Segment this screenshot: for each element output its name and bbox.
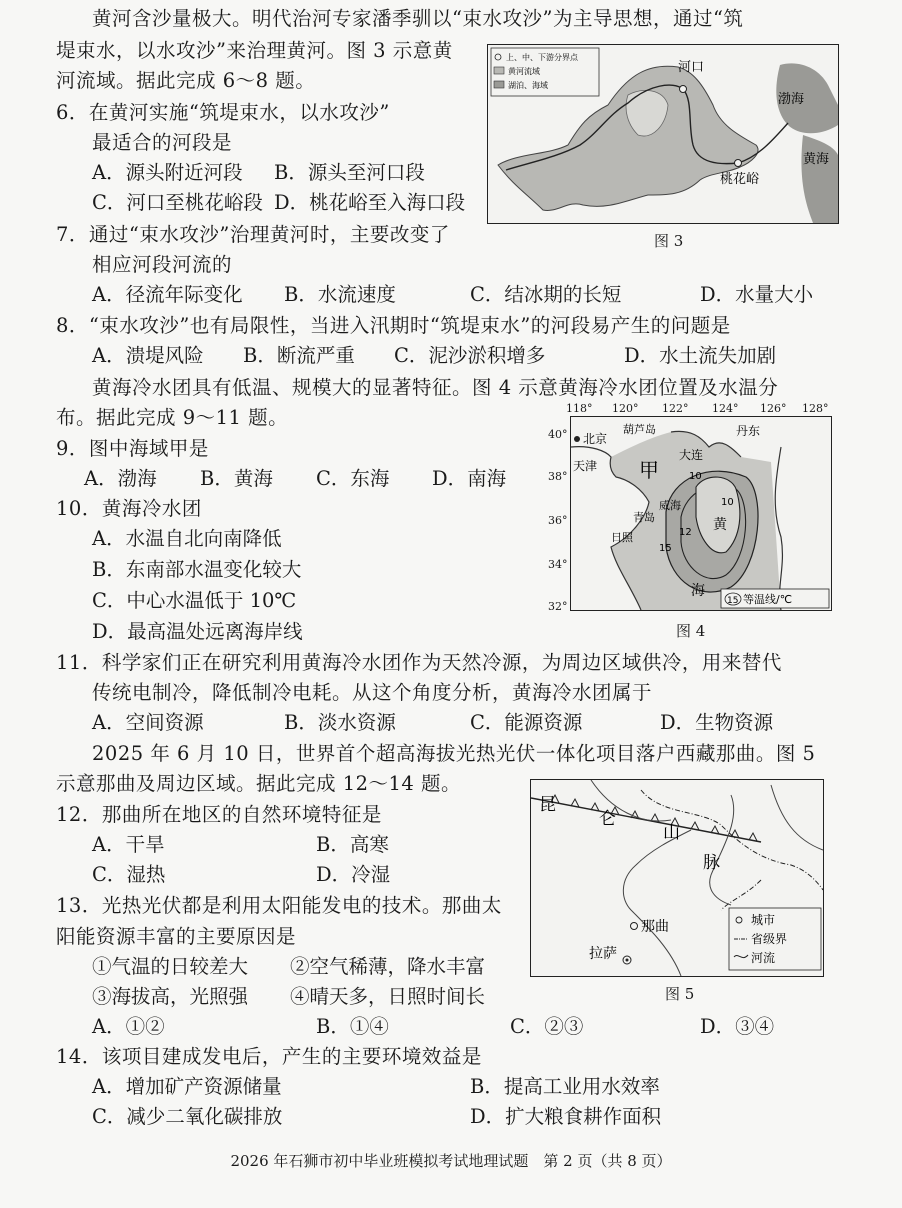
figure-4-caption: 图 4: [676, 622, 706, 640]
fig4-isotherm-label-10a: 10: [689, 471, 702, 482]
fig4-label-rizhao: 日照: [611, 531, 633, 544]
q7-option-d: D．水量大小: [700, 283, 814, 306]
q13-statement-2: ②空气稀薄，降水丰富: [290, 955, 486, 978]
river-2: [710, 795, 734, 905]
q13-statement-3: ③海拔高，光照强: [92, 985, 249, 1008]
q14-stem: 14．该项目建成发电后，产生的主要环境效益是: [56, 1045, 482, 1068]
figure-3-svg: [488, 45, 838, 223]
fig3-label-taohuayu: 桃花峪: [720, 172, 760, 187]
fig4-lat-38: 38°: [548, 470, 568, 483]
q12-option-d: D．冷湿: [316, 863, 391, 886]
intro-9-11-line1: 黄海冷水团具有低温、规模大的显著特征。图 4 示意黄海冷水团位置及水温分: [92, 376, 779, 399]
figure-4-lat-ticks: [548, 424, 570, 614]
taohuayu-point: [735, 160, 742, 167]
q8-option-c: C．泥沙淤积增多: [394, 344, 546, 367]
fig4-label-qingdao: 青岛: [633, 511, 655, 524]
fig3-legend-divide: 上、中、下游分界点: [506, 53, 578, 62]
q7-option-b: B．水流速度: [284, 283, 396, 306]
intro-9-11-line2: 布。据此完成 9～11 题。: [56, 406, 289, 429]
q8-option-a: A．溃堤风险: [92, 344, 204, 367]
fig4-lat-40: 40°: [548, 428, 568, 441]
q14-option-a: A．增加矿产资源储量: [92, 1075, 282, 1098]
fig4-legend-sample: 15: [727, 596, 739, 606]
fig5-label-naqu: 那曲: [641, 919, 669, 935]
fig5-label-shan: 山: [663, 823, 680, 843]
fig5-label-mai: 脉: [703, 853, 720, 873]
q12-stem: 12．那曲所在地区的自然环境特征是: [56, 803, 382, 826]
q11-option-a: A．空间资源: [92, 711, 204, 734]
huanghai-sea-shape: [801, 135, 838, 223]
q12-option-c: C．湿热: [92, 863, 166, 886]
q8-stem: 8．“束水攻沙”也有局限性，当进入汛期时“筑堤束水”的河段易产生的问题是: [56, 314, 731, 337]
q10-stem: 10．黄海冷水团: [56, 497, 202, 520]
figure-3-yellow-river-map: [487, 44, 839, 224]
q11-option-c: C．能源资源: [470, 711, 583, 734]
fig5-label-lasa: 拉萨: [589, 946, 617, 962]
fig4-lat-32: 32°: [548, 600, 568, 613]
q14-option-b: B．提高工业用水效率: [470, 1075, 660, 1098]
fig5-label-kun: 昆: [539, 795, 556, 815]
fig5-legend-river: 河流: [751, 951, 776, 965]
q9-option-d: D．南海: [432, 467, 507, 490]
kunlun-ridge-ticks: [551, 795, 757, 841]
fig5-label-lun: 仑: [599, 809, 616, 829]
page-footer: 2026 年石狮市初中毕业班模拟考试地理试题 第 2 页（共 8 页）: [230, 1152, 672, 1170]
intro-6-8-line1: 黄河含沙量极大。明代治河专家潘季驯以“束水攻沙”为主导思想，通过“筑: [92, 7, 744, 30]
q7-option-c: C．结冰期的长短: [470, 283, 622, 306]
fig4-label-dalian: 大连: [679, 448, 704, 462]
fig4-label-dandong: 丹东: [736, 424, 761, 438]
q12-option-a: A．干旱: [92, 833, 165, 856]
river-1: [623, 830, 691, 976]
q11-stem-line2: 传统电制冷，降低制冷电耗。从这个角度分析，黄海冷水团属于: [92, 681, 653, 704]
figure-4-yellow-sea-cold-water-map: [570, 416, 832, 611]
q7-option-a: A．径流年际变化: [92, 283, 243, 306]
q13-option-c: C．②③: [510, 1015, 584, 1038]
fig4-lon-126: 126°: [760, 402, 787, 415]
fig5-legend-city: 城市: [751, 913, 776, 927]
q10-option-b: B．东南部水温变化较大: [92, 558, 302, 581]
intro-6-8-line3: 河流域。据此完成 6～8 题。: [56, 69, 316, 92]
figure-4-lon-ticks: [566, 402, 829, 416]
figure-5-caption: 图 5: [665, 985, 695, 1003]
q13-stem-line2: 阳能资源丰富的主要原因是: [56, 925, 297, 948]
lasa-city-dot: [626, 959, 629, 962]
q13-statement-1: ①气温的日较差大: [92, 955, 249, 978]
q6-option-c: C．河口至桃花峪段: [92, 191, 263, 214]
q11-option-d: D．生物资源: [660, 711, 774, 734]
q9-option-c: C．东海: [316, 467, 390, 490]
q13-option-b: B．①④: [316, 1015, 389, 1038]
fig4-lon-124: 124°: [712, 402, 739, 415]
q7-stem-line1: 7．通过“束水攻沙”治理黄河时，主要改变了: [56, 223, 450, 246]
fig4-isotherm-label-15: 15: [659, 543, 672, 554]
river-4: [771, 785, 823, 850]
q13-stem-line1: 13．光热光伏都是利用太阳能发电的技术。那曲太: [56, 894, 502, 917]
q11-option-b: B．淡水资源: [284, 711, 396, 734]
fig3-label-bohai: 渤海: [778, 92, 805, 107]
q6-option-d: D．桃花峪至入海口段: [274, 191, 466, 214]
q9-stem: 9．图中海域甲是: [56, 437, 209, 460]
q10-option-c: C．中心水温低于 10℃: [92, 589, 297, 612]
q14-option-d: D．扩大粮食耕作面积: [470, 1105, 662, 1128]
q11-stem-line1: 11．科学家们正在研究利用黄海冷水团作为天然冷源，为周边区域供冷，用来替代: [56, 651, 782, 674]
q12-option-b: B．高寒: [316, 833, 389, 856]
naqu-city-marker: [631, 923, 638, 930]
fig4-lon-122: 122°: [662, 402, 689, 415]
fig4-label-huang: 黄: [713, 517, 727, 533]
beijing-point: [574, 436, 580, 442]
fig4-lon-118: 118°: [566, 402, 593, 415]
fig4-label-hai: 海: [691, 583, 705, 599]
q13-statement-4: ④晴天多，日照时间长: [290, 985, 486, 1008]
fig4-legend-label: 等温线/℃: [743, 593, 793, 606]
figure-5-naqu-map: [530, 779, 824, 977]
q8-option-b: B．断流严重: [243, 344, 355, 367]
fig5-legend-boundary: 省级界: [751, 932, 788, 946]
fig4-label-tianjin: 天津: [573, 459, 598, 473]
q10-option-a: A．水温自北向南降低: [92, 527, 282, 550]
hekou-point: [680, 86, 687, 93]
q6-stem-line1: 6．在黄河实施“筑堤束水，以水攻沙”: [56, 101, 390, 124]
fig4-label-weihai: 威海: [659, 499, 681, 512]
q7-stem-line2: 相应河段河流的: [92, 253, 233, 276]
intro-6-8-line2: 堤束水，以水攻沙”来治理黄河。图 3 示意黄: [56, 39, 453, 62]
fig4-isotherm-label-10b: 10: [721, 497, 734, 508]
q13-option-d: D．③④: [700, 1015, 775, 1038]
fig4-lat-36: 36°: [548, 514, 568, 527]
q10-option-d: D．最高温处远离海岸线: [92, 620, 303, 643]
intro-12-14-line2: 示意那曲及周边区域。据此完成 12～14 题。: [56, 772, 462, 795]
intro-12-14-line1: 2025 年 6 月 10 日，世界首个超高海拔光热光伏一体化项目落户西藏那曲。图 5: [92, 742, 816, 765]
figure-5-svg: [531, 780, 823, 976]
q14-option-c: C．减少二氧化碳排放: [92, 1105, 283, 1128]
q13-option-a: A．①②: [92, 1015, 165, 1038]
q8-option-d: D．水土流失加剧: [624, 344, 777, 367]
fig4-label-jia: 甲: [639, 458, 659, 482]
fig3-label-hekou: 河口: [678, 60, 705, 75]
q9-option-a: A．渤海: [84, 467, 157, 490]
fig3-legend-lake: 湖泊、海域: [508, 81, 548, 90]
fig3-label-huanghai: 黄海: [803, 152, 830, 167]
fig4-isotherm-label-12: 12: [679, 527, 692, 538]
q6-option-b: B．源头至河口段: [274, 161, 425, 184]
province-boundary-2: [721, 880, 761, 910]
q6-stem-line2: 最适合的河段是: [92, 131, 233, 154]
fig4-lon-128: 128°: [802, 402, 829, 415]
fig4-lon-120: 120°: [612, 402, 639, 415]
q6-option-a: A．源头附近河段: [92, 161, 243, 184]
fig3-legend-basin: 黄河流域: [508, 67, 540, 76]
figure-4-svg: [571, 417, 831, 610]
fig4-lat-34: 34°: [548, 558, 568, 571]
fig4-label-huludao: 葫芦岛: [623, 423, 656, 436]
q9-option-b: B．黄海: [200, 467, 273, 490]
fig4-label-beijing: 北京: [583, 432, 608, 446]
figure-3-caption: 图 3: [654, 232, 684, 250]
